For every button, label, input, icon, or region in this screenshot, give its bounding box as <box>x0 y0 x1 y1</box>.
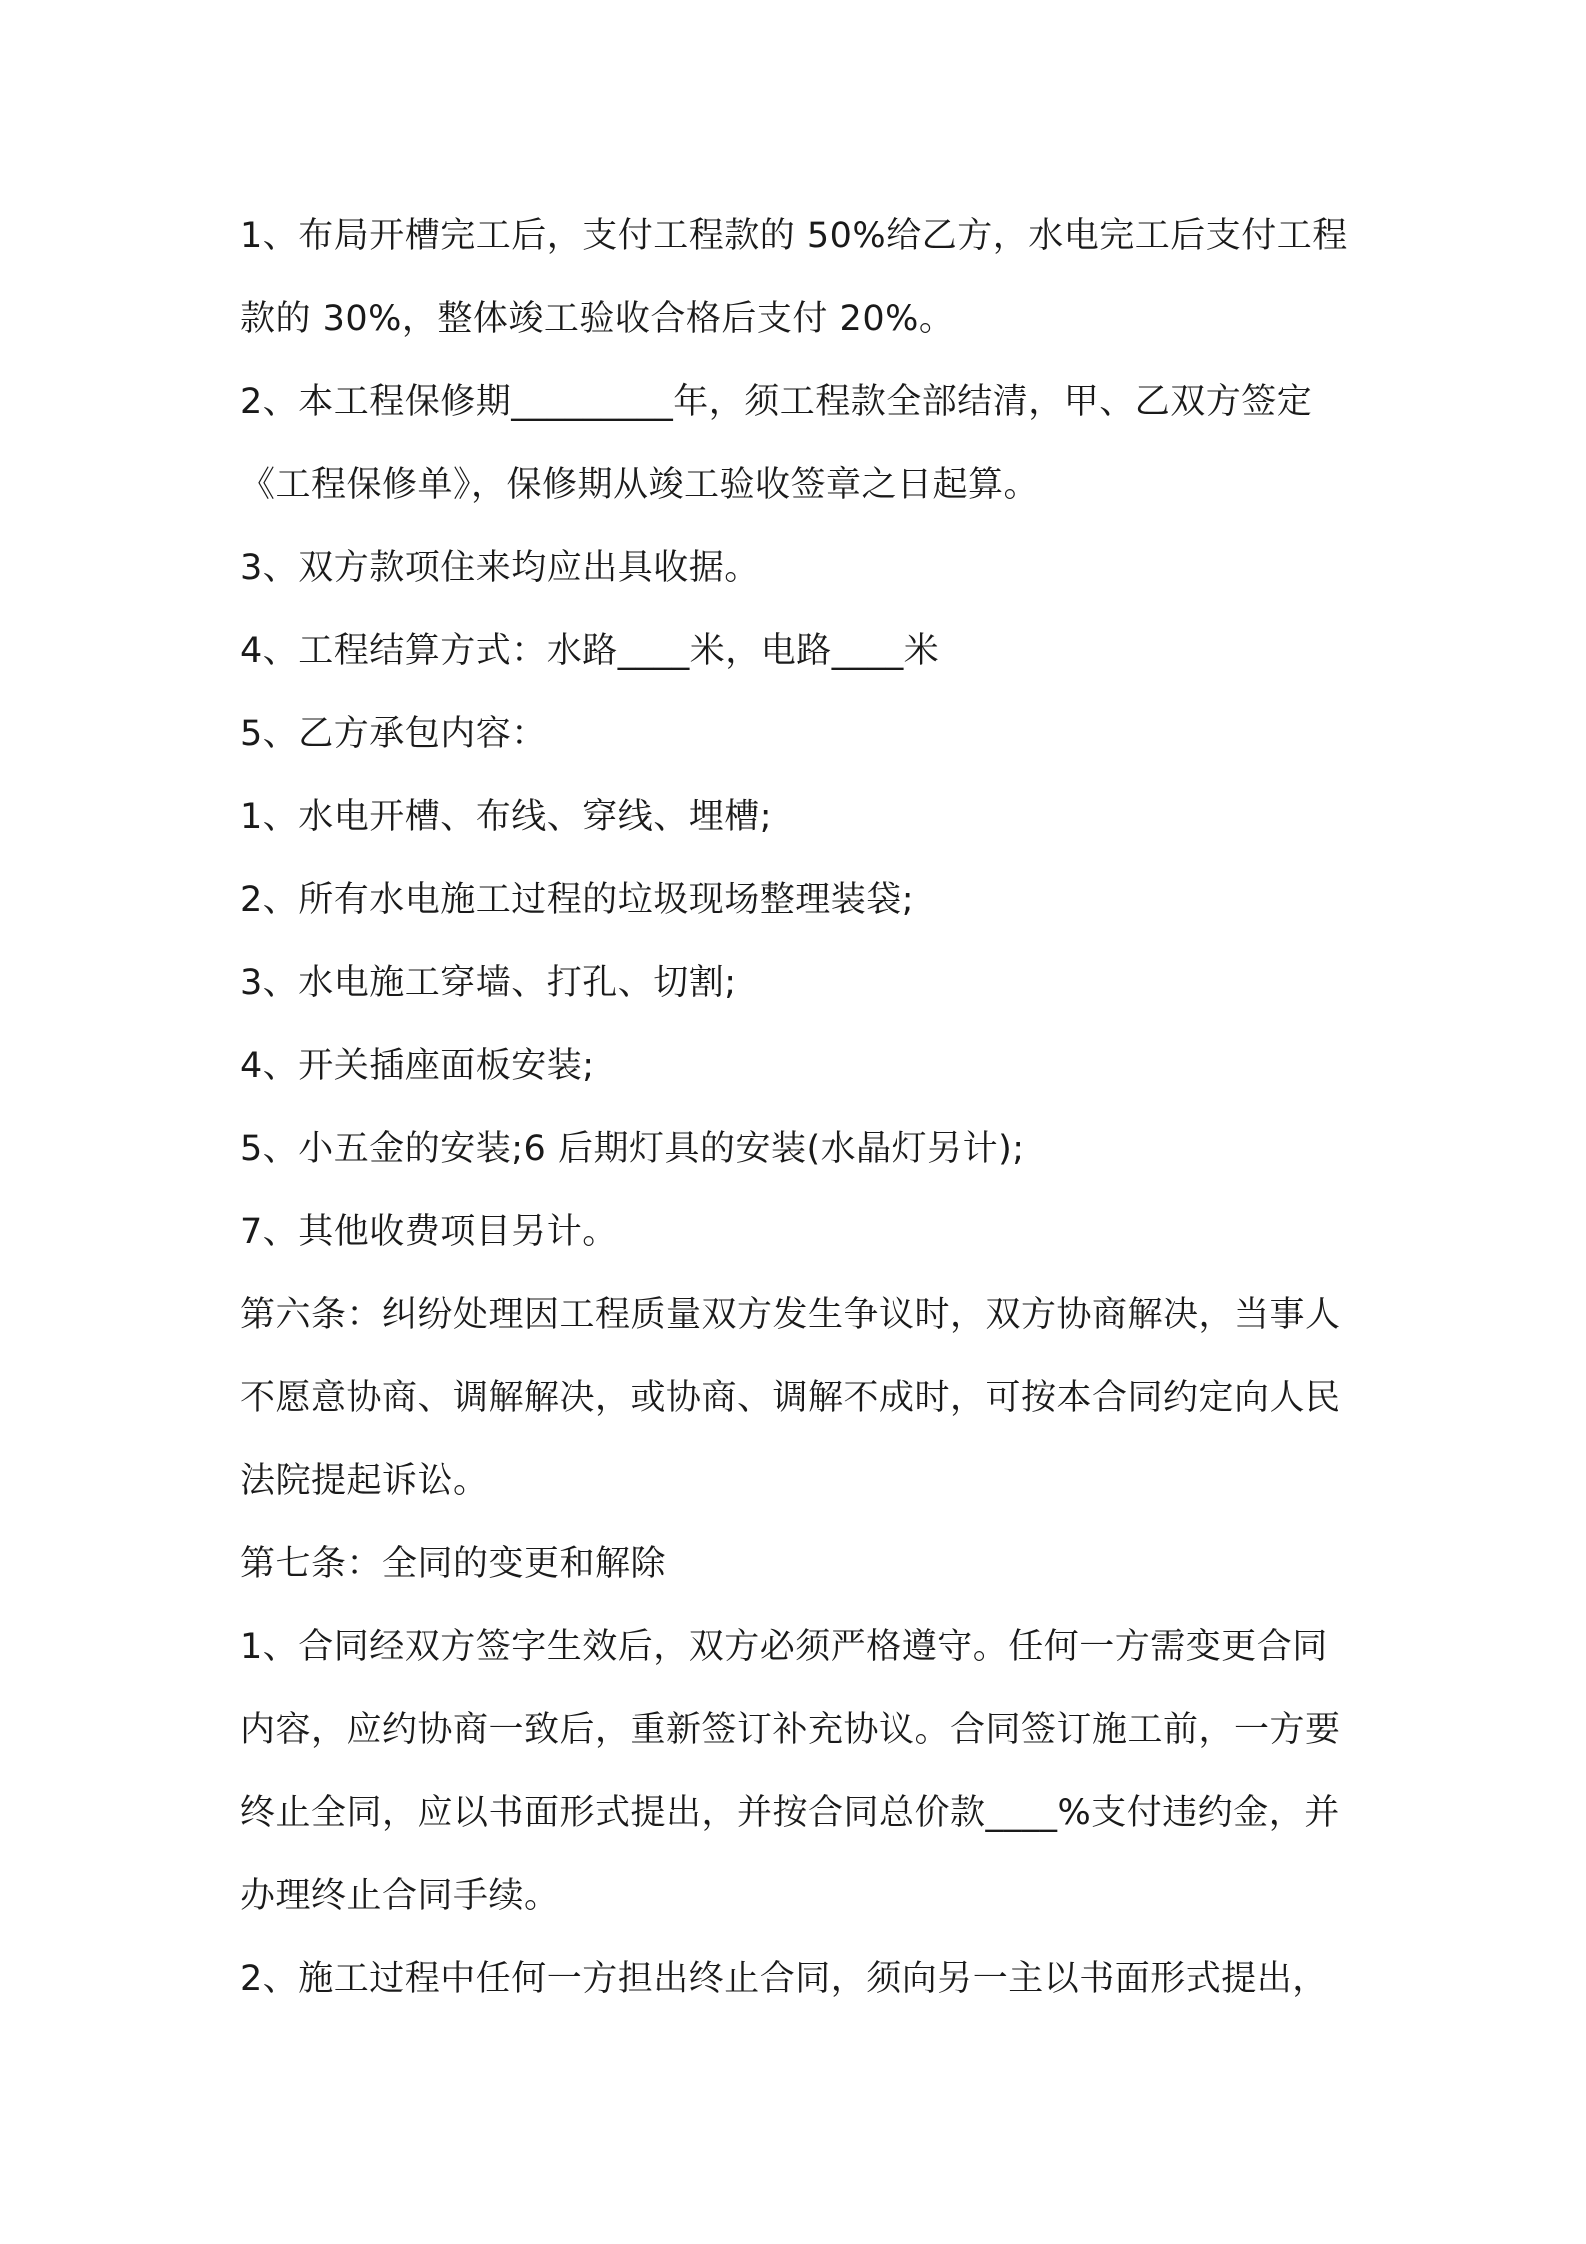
paragraph-scope-item-3: 3、水电施工穿墙、打孔、切割; <box>240 963 737 1003</box>
paragraph-scope-item-7: 7、其他收费项目另计。 <box>240 1212 618 1252</box>
paragraph-receipts: 3、双方款项住来均应出具收据。 <box>240 548 760 588</box>
paragraph-payment-terms: 1、布局开槽完工后，支付工程款的 50%给乙方，水电完工后支付工程款的 30%，整体竣工验收合格后支付 20%。 <box>240 216 1348 339</box>
paragraph-article-seven-item-1: 1、合同经双方签字生效后，双方必须严格遵守。任何一方需变更合同内容，应约协商一致后，重新签订补充协议。合同签订施工前，一方要终止全同，应以书面形式提出，并按合同总价款____%支付违约金，并办理终止合同手续。 <box>240 1627 1341 1916</box>
paragraph-article-seven-item-2: 2、施工过程中任何一方担出终止合同，须向另一主以书面形式提出， <box>240 1959 1328 1999</box>
paragraph-article-six: 第六条：纠纷处理因工程质量双方发生争议时，双方协商解决，当事人不愿意协商、调解解决，或协商、调解不成时，可按本合同约定向人民法院提起诉讼。 <box>240 1295 1341 1501</box>
paragraph-scope-item-5: 5、小五金的安装;6 后期灯具的安装(水晶灯另计); <box>240 1129 1025 1169</box>
document-body <box>240 195 1360 2021</box>
paragraph-article-seven-heading: 第七条：全同的变更和解除 <box>240 1544 667 1584</box>
paragraph-scope-item-2: 2、所有水电施工过程的垃圾现场整理装袋; <box>240 880 915 920</box>
paragraph-scope-item-1: 1、水电开槽、布线、穿线、埋槽; <box>240 797 773 837</box>
paragraph-warranty-period: 2、本工程保修期_________年，须工程款全部结清，甲、乙双方签定《工程保修单》，保修期从竣工验收签章之日起算。 <box>240 382 1313 505</box>
paragraph-scope-item-4: 4、开关插座面板安装; <box>240 1046 595 1086</box>
paragraph-settlement-method: 4、工程结算方式：水路____米，电路____米 <box>240 631 940 671</box>
paragraph-contractor-scope: 5、乙方承包内容： <box>240 714 547 754</box>
